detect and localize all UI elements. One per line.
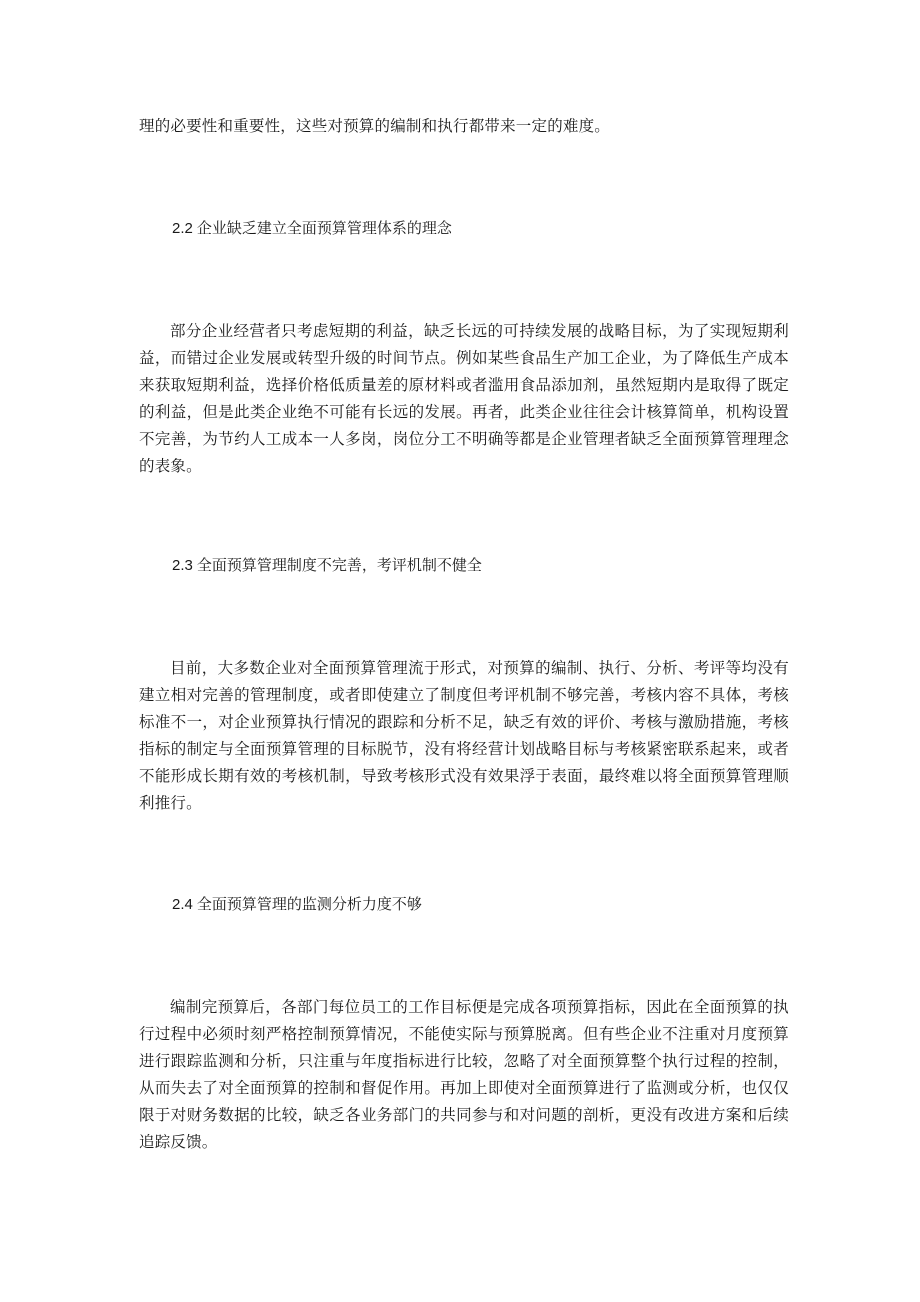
intro-paragraph-tail: 理的必要性和重要性，这些对预算的编制和执行都带来一定的难度。 [139, 117, 611, 135]
section-number: 2.4 [172, 896, 193, 913]
section-number: 2.2 [172, 220, 193, 237]
section-title: 全面预算管理的监测分析力度不够 [196, 895, 422, 913]
section-heading-2-2 [172, 216, 452, 241]
section-2-3-paragraph: 目前，大多数企业对全面预算管理流于形式，对预算的编制、执行、分析、考评等均没有建立相对完善的管理制度，或者即使建立了制度但考评机制不够完善，考核内容不具体，考核标准不一，对企业预算执行情况的跟踪和分析不足，缺乏有效的评价、考核与激励措施，考核指标的制定与全面预算管理的目标脱节，没有将经营计划战略目标与考核紧密联系起来，或者不能形成长期有效的考核机制，导致考核形式没有效果浮于表面，最终难以将全面预算管理顺利推行。 [139, 659, 789, 812]
section-heading-2-4 [172, 892, 422, 917]
section-number: 2.3 [172, 557, 193, 574]
section-heading-2-3 [172, 553, 482, 578]
section-2-2-paragraph: 部分企业经营者只考虑短期的利益，缺乏长远的可持续发展的战略目标，为了实现短期利益，而错过企业发展或转型升级的时间节点。例如某些食品生产加工企业，为了降低生产成本来获取短期利益，选择价格低质量差的原材料或者滥用食品添加剂，虽然短期内是取得了既定的利益，但是此类企业绝不可能有长远的发展。再者，此类企业往往会计核算简单，机构设置不完善，为节约人工成本一人多岗，岗位分工不明确等都是企业管理者缺乏全面预算管理理念的表象。 [139, 322, 789, 475]
section-2-4-paragraph: 编制完预算后，各部门每位员工的工作目标便是完成各项预算指标，因此在全面预算的执行过程中必须时刻严格控制预算情况，不能使实际与预算脱离。但有些企业不注重对月度预算进行跟踪监测和分析，只注重与年度指标进行比较，忽略了对全面预算整个执行过程的控制，从而失去了对全面预算的控制和督促作用。再加上即使对全面预算进行了监测或分析，也仅仅限于对财务数据的比较，缺乏各业务部门的共同参与和对问题的剖析，更没有改进方案和后续追踪反馈。 [139, 998, 789, 1151]
section-title: 全面预算管理制度不完善，考评机制不健全 [196, 556, 482, 574]
section-title: 企业缺乏建立全面预算管理体系的理念 [196, 219, 452, 237]
